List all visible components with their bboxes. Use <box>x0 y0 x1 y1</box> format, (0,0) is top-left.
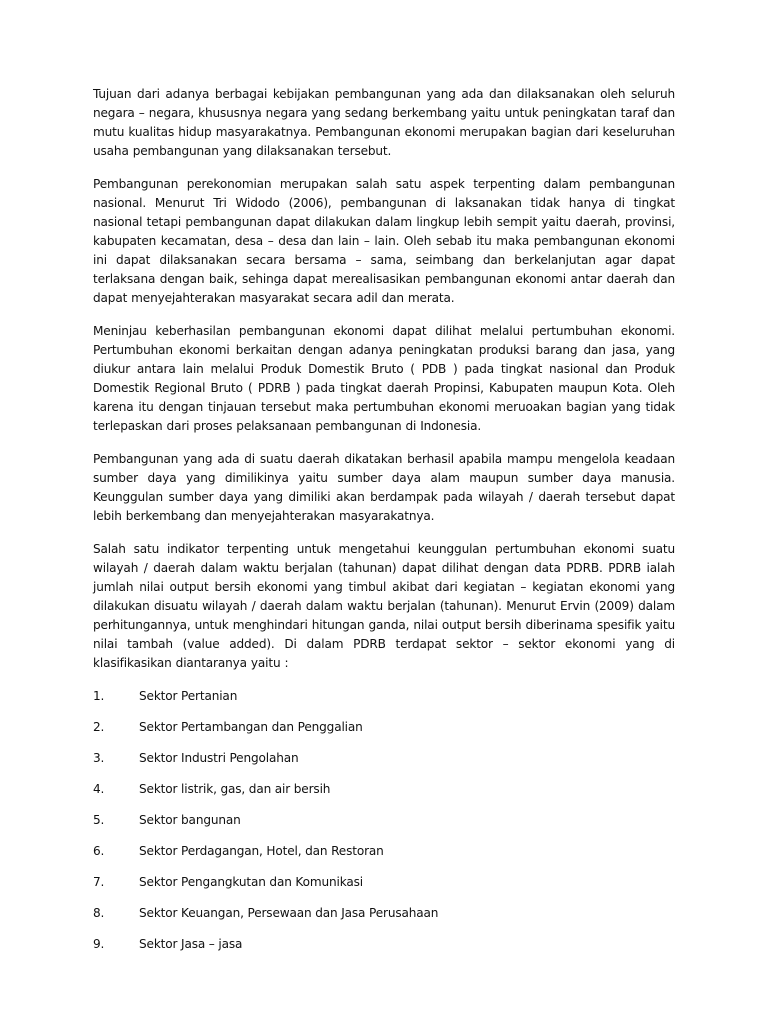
list-item-number: 1. <box>93 689 105 703</box>
paragraph-tujuan: Tujuan dari adanya berbagai kebijakan pembangunan yang ada dan dilaksanakan oleh seluruh negara – negara, khususnya negara yang sedang berkembang yaitu untuk peningkatan taraf dan mutu kualitas hidup masyarakatnya. Pembangunan ekonomi merupakan bagian dari keseluruhan usaha pembangunan yang dilaksanakan tersebut. <box>93 87 675 158</box>
list-item-number: 4. <box>93 782 105 796</box>
list-item-text: Sektor Jasa – jasa <box>139 937 243 951</box>
list-item-text: Sektor listrik, gas, dan air bersih <box>139 782 331 796</box>
list-item <box>93 718 675 749</box>
list-item-number: 3. <box>93 751 105 765</box>
list-item-text: Sektor Industri Pengolahan <box>139 751 299 765</box>
list-item <box>93 749 675 780</box>
paragraph-keberhasilan-pembangunan: Meninjau keberhasilan pembangunan ekonomi dapat dilihat melalui pertumbuhan ekonomi. Pertumbuhan ekonomi berkaitan dengan adanya peningkatan produksi barang dan jasa, yang diukur antara lain melalui Produk Domestik Bruto ( PDB ) pada tingkat nasional dan Produk Domestik Regional Bruto ( PDRB ) pada tingkat daerah Propinsi, Kabupaten maupun Kota. Oleh karena itu dengan tinjauan tersebut maka pertumbuhan ekonomi meruoakan bagian yang tidak terlepaskan dari proses pelaksanaan pembangunan di Indonesia. <box>93 324 675 433</box>
list-item <box>93 780 675 811</box>
list-item-number: 7. <box>93 875 105 889</box>
list-item <box>93 904 675 935</box>
list-item <box>93 935 675 966</box>
list-item-number: 9. <box>93 937 105 951</box>
document-page <box>93 85 675 966</box>
list-item <box>93 842 675 873</box>
sector-list <box>93 687 675 966</box>
list-item-number: 8. <box>93 906 105 920</box>
list-item-text: Sektor Perdagangan, Hotel, dan Restoran <box>139 844 384 858</box>
list-item-number: 5. <box>93 813 105 827</box>
list-item-number: 6. <box>93 844 105 858</box>
list-item <box>93 873 675 904</box>
list-item-text: Sektor Pengangkutan dan Komunikasi <box>139 875 363 889</box>
paragraph-sumber-daya: Pembangunan yang ada di suatu daerah dikatakan berhasil apabila mampu mengelola keadaan sumber daya yang dimilikinya yaitu sumber daya alam maupun sumber daya manusia. Keunggulan sumber daya yang dimiliki akan berdampak pada wilayah / daerah tersebut dapat lebih berkembang dan menyejahterakan masyarakatnya. <box>93 452 675 523</box>
list-item-text: Sektor Keuangan, Persewaan dan Jasa Perusahaan <box>139 906 439 920</box>
list-item-text: Sektor bangunan <box>139 813 241 827</box>
paragraph-pembangunan-perekonomian: Pembangunan perekonomian merupakan salah satu aspek terpenting dalam pembangunan nasional. Menurut Tri Widodo (2006), pembangunan di laksanakan tidak hanya di tingkat nasional tetapi pembangunan dapat dilakukan dalam lingkup lebih sempit yaitu daerah, provinsi, kabupaten kecamatan, desa – desa dan lain – lain. Oleh sebab itu maka pembangunan ekonomi ini dapat dilaksanakan secara bersama – sama, seimbang dan berkelanjutan agar dapat terlaksana dengan baik, sehinga dapat merealisasikan pembangunan ekonomi antar daerah dan dapat menyejahterakan masyarakat secara adil dan merata. <box>93 177 675 305</box>
list-item <box>93 687 675 718</box>
list-item-text: Sektor Pertambangan dan Penggalian <box>139 720 363 734</box>
list-item <box>93 811 675 842</box>
list-item-text: Sektor Pertanian <box>139 689 238 703</box>
paragraph-indikator-pdrb: Salah satu indikator terpenting untuk mengetahui keunggulan pertumbuhan ekonomi suatu wilayah / daerah dalam waktu berjalan (tahunan) dapat dilihat dengan data PDRB. PDRB ialah jumlah nilai output bersih ekonomi yang timbul akibat dari kegiatan – kegiatan ekonomi yang dilakukan disuatu wilayah / daerah dalam waktu berjalan (tahunan). Menurut Ervin (2009) dalam perhitungannya, untuk menghindari hitungan ganda, nilai output bersih diberinama spesifik yaitu nilai tambah (value added). Di dalam PDRB terdapat sektor – sektor ekonomi yang di klasifikasikan diantaranya yaitu : <box>93 542 675 670</box>
list-item-number: 2. <box>93 720 105 734</box>
